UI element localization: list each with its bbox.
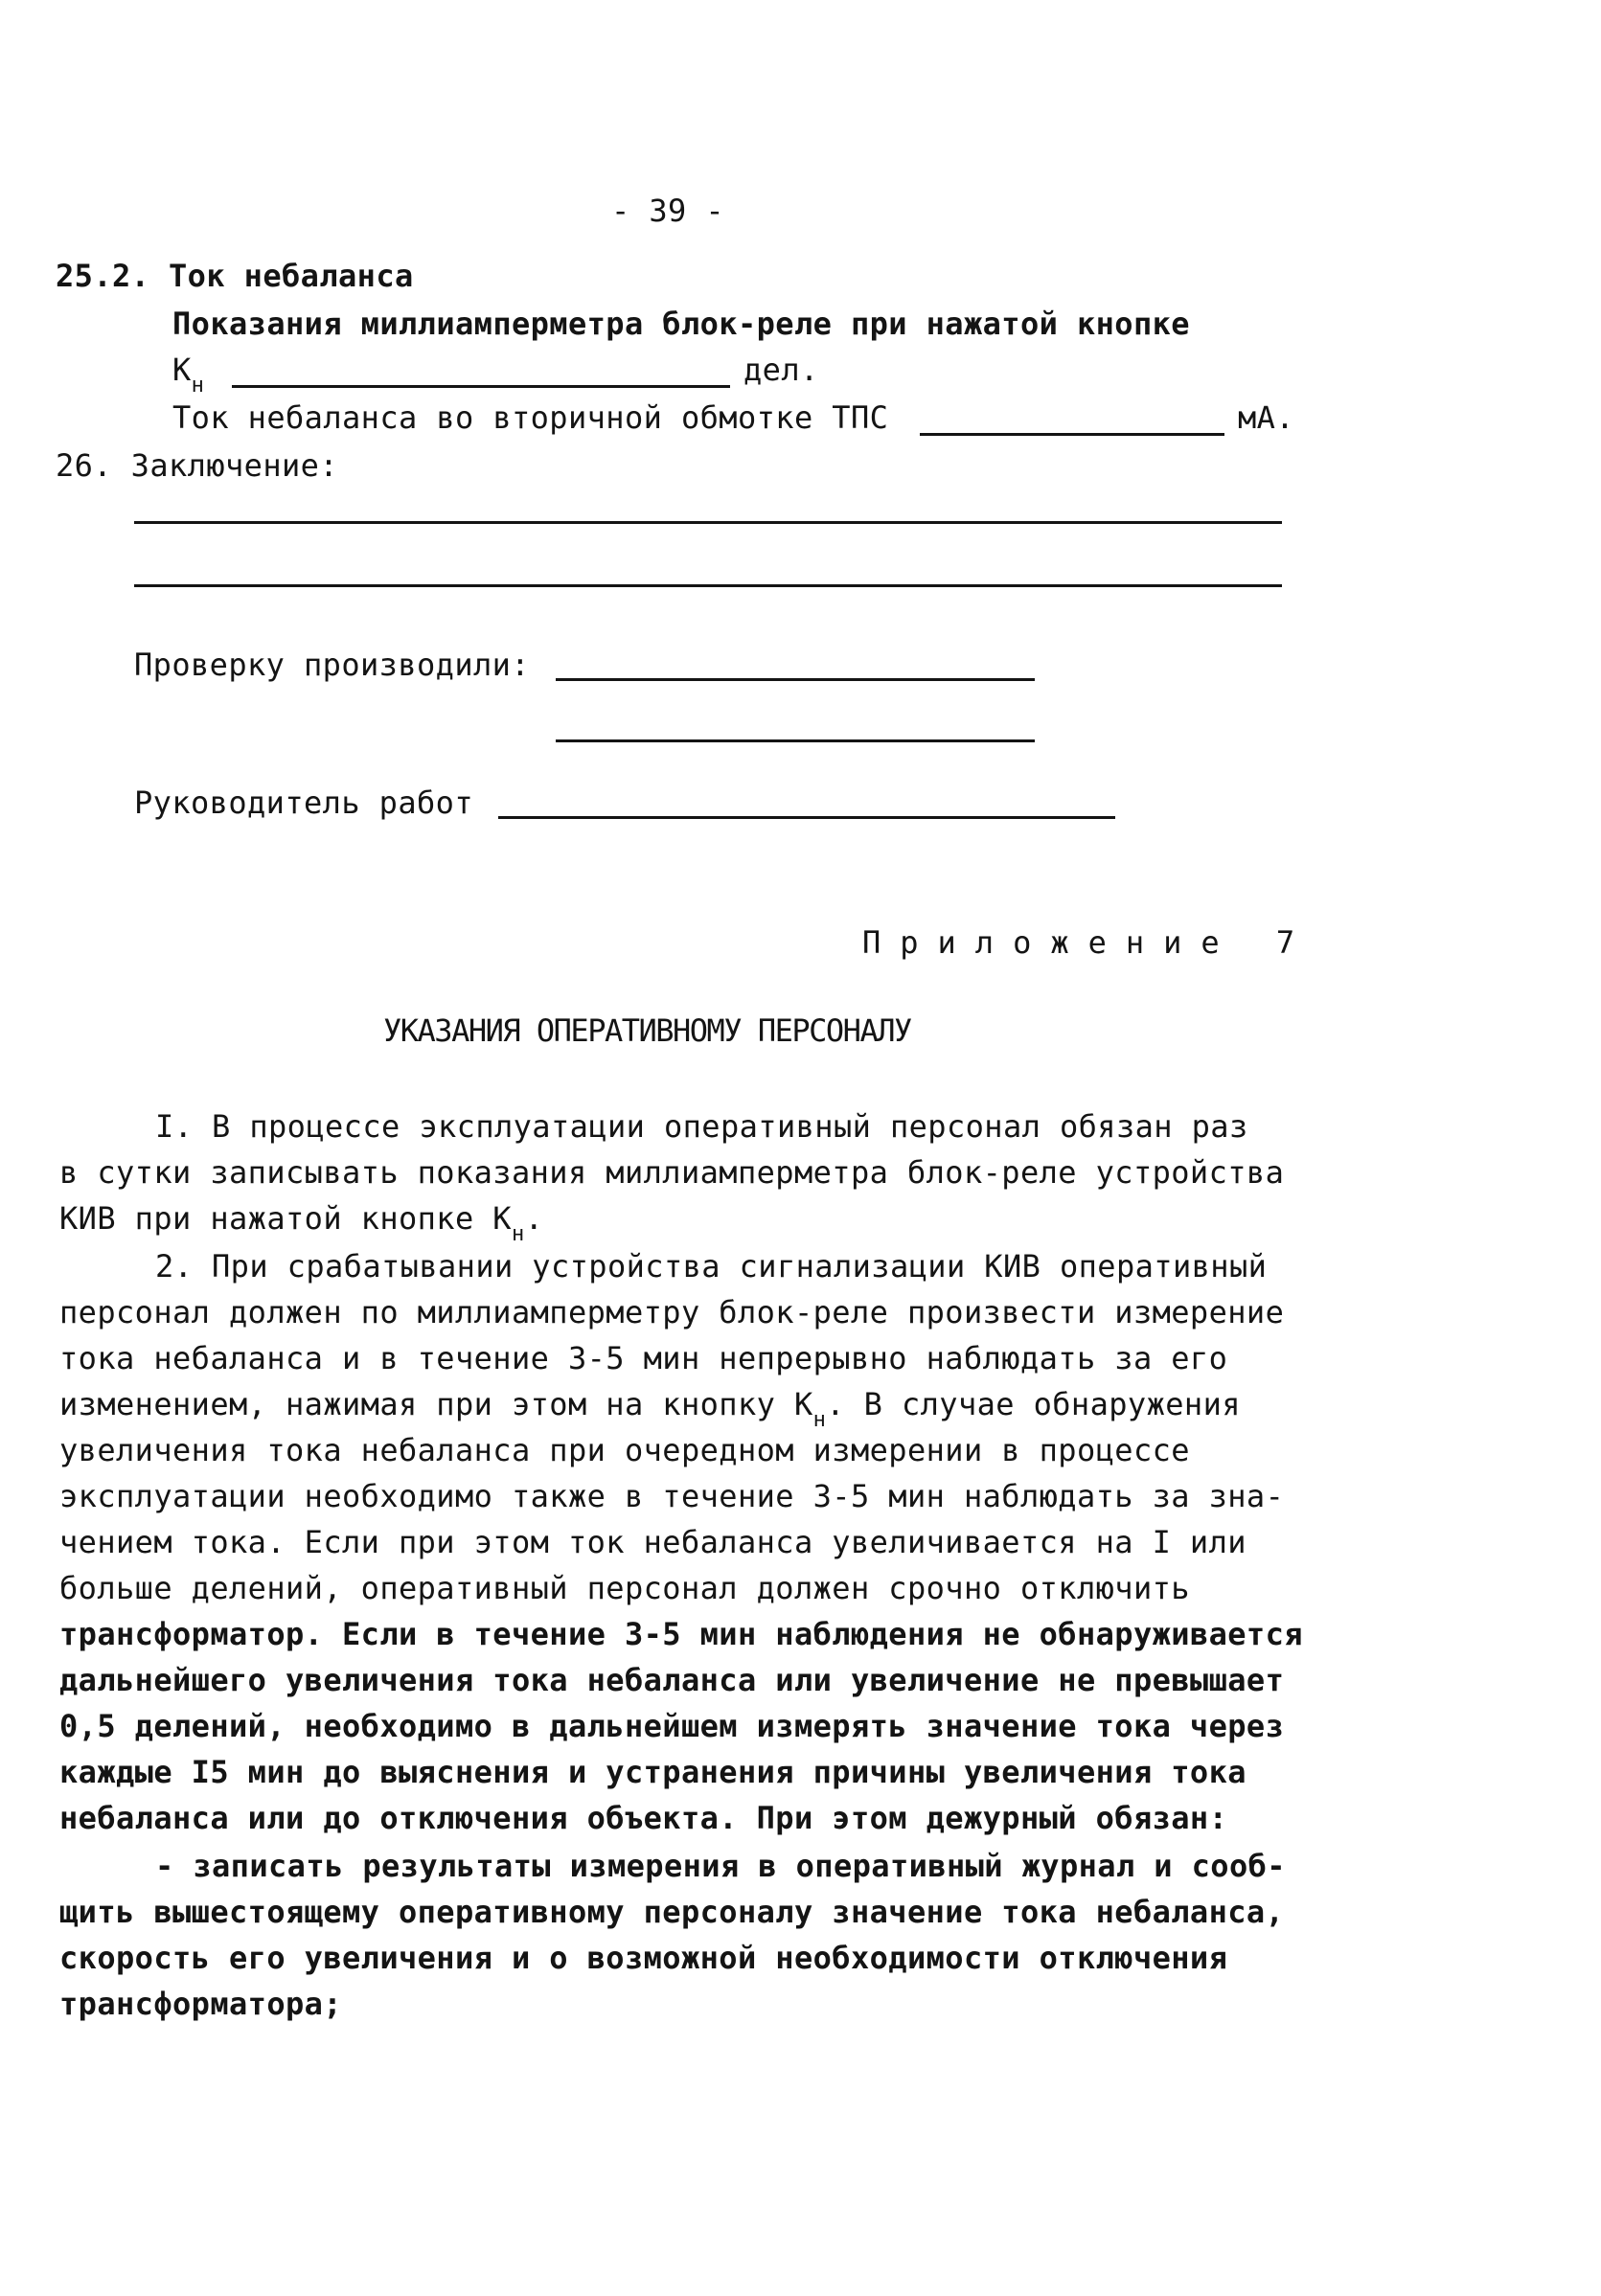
p1-line-3: [59, 1200, 544, 1246]
section-25-2-line3: Ток небаланса во вторичной обмотке ТПС: [172, 399, 889, 436]
p3-line-4: трансформатора;: [59, 1986, 342, 2022]
p2-line-11: 0,5 делений, необходимо в дальнейшем измерять значение тока через: [59, 1708, 1285, 1744]
p2-subscript: н: [812, 1408, 827, 1432]
conclusion-blank-line-1: [134, 521, 1282, 524]
p1-subscript: н: [511, 1222, 525, 1246]
p2-line-12: каждые I5 мин до выяснения и устранения причины увеличения тока: [59, 1754, 1246, 1790]
current-unit: мА.: [1238, 399, 1294, 436]
conclusion-blank-line-2: [134, 584, 1282, 587]
p2-line-5: увеличения тока небаланса при очередном измерении в процессе: [59, 1432, 1190, 1468]
p1-line-2: в сутки записывать показания миллиамперметра блок-реле устройства: [59, 1154, 1285, 1191]
check-label: Проверку производили:: [134, 647, 530, 683]
section-25-2-title: 25.2. Ток небаланса: [56, 258, 414, 294]
head-label: Руководитель работ: [134, 784, 473, 821]
p2-line-3: тока небаланса и в течение 3-5 мин непрерывно наблюдать за его: [59, 1340, 1228, 1376]
section-25-2-line1: Показания миллиамперметра блок-реле при нажатой кнопке: [172, 306, 1190, 342]
p2-line-9: трансформатор. Если в течение 3-5 мин наблюдения не обнаруживается: [59, 1616, 1303, 1652]
p3-line-3: скорость его увеличения и о возможной необходимости отключения: [59, 1940, 1228, 1976]
k-value-blank-line: [232, 385, 730, 388]
p2-line-8: больше делений, оперативный персонал должен срочно отключить: [59, 1570, 1190, 1606]
check-signature-line-2: [556, 739, 1035, 742]
p2-line-4-end: . В случае обнаружения: [826, 1386, 1241, 1422]
p2-line-2: персонал должен по миллиамперметру блок-реле произвести измерение: [59, 1294, 1285, 1330]
p2-line-1: 2. При срабатывании устройства сигнализации КИВ оперативный: [155, 1248, 1268, 1284]
p1-line-3-end: .: [524, 1200, 544, 1237]
k-subscript: н: [191, 374, 205, 398]
p2-line-4-text: изменением, нажимая при этом на кнопку К: [59, 1386, 813, 1422]
p1-line-3-text: КИВ при нажатой кнопке К: [59, 1200, 512, 1237]
page-number: - 39 -: [611, 193, 724, 229]
p3-line-2: щить вышестоящему оперативному персоналу значение тока небаланса,: [59, 1894, 1285, 1930]
p2-line-6: эксплуатации необходимо также в течение 3-5 мин наблюдать за зна-: [59, 1478, 1285, 1514]
instructions-heading: УКАЗАНИЯ ОПЕРАТИВНОМУ ПЕРСОНАЛУ: [383, 1012, 911, 1049]
p2-line-10: дальнейшего увеличения тока небаланса или увеличение не превышает: [59, 1662, 1285, 1698]
head-signature-line: [498, 816, 1115, 819]
current-value-blank-line: [920, 433, 1224, 436]
p3-line-1: - записать результаты измерения в оперативный журнал и сооб-: [155, 1848, 1286, 1884]
k-letter: К: [172, 352, 192, 388]
k-label: [172, 352, 205, 398]
p2-line-13: небаланса или до отключения объекта. При этом дежурный обязан:: [59, 1800, 1228, 1836]
check-signature-line-1: [556, 678, 1035, 681]
p2-line-4: [59, 1386, 1241, 1432]
p1-line-1: I. В процессе эксплуатации оперативный персонал обязан раз: [155, 1108, 1248, 1145]
section-26-title: 26. Заключение:: [56, 447, 338, 484]
appendix-label: Приложение 7: [862, 924, 1315, 961]
p2-line-7: чением тока. Если при этом ток небаланса увеличивается на I или: [59, 1524, 1246, 1560]
k-unit: дел.: [743, 352, 819, 388]
